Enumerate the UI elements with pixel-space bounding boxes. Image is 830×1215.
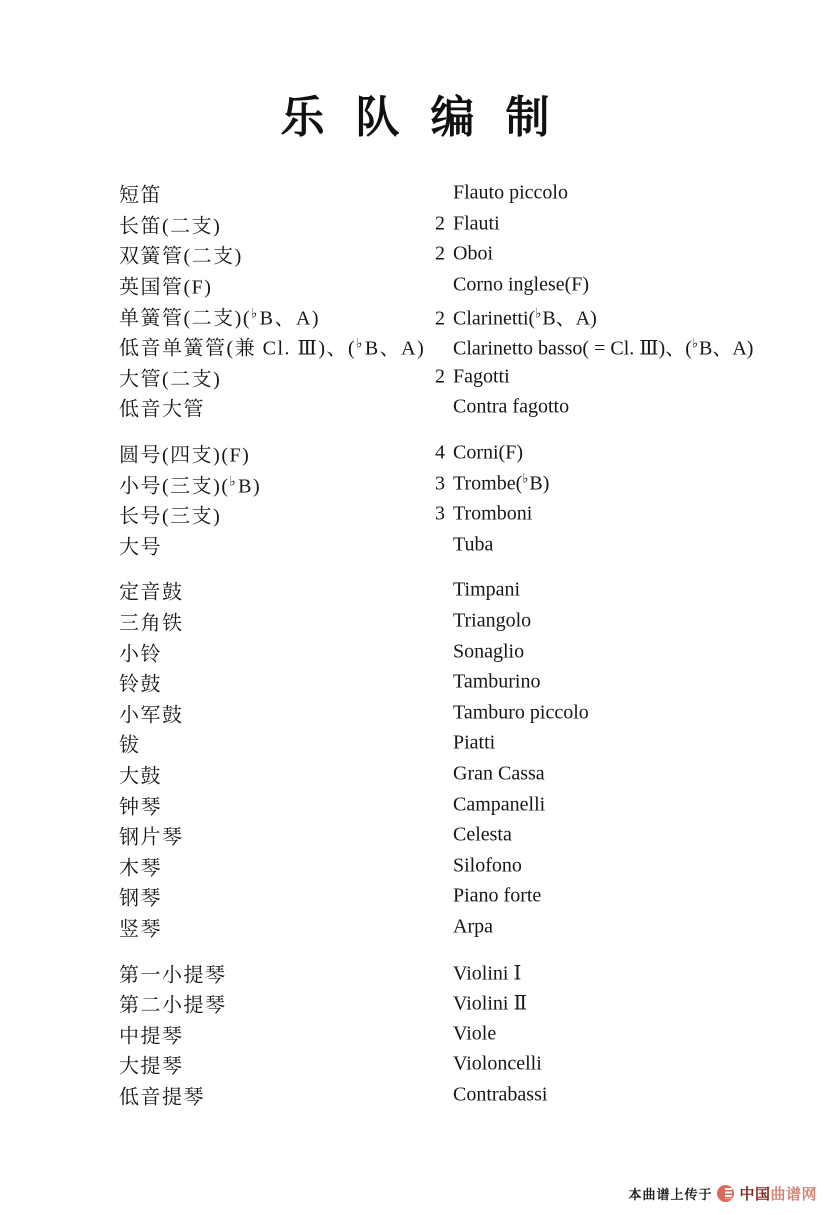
instrument-name-chinese: 双簧管(二支) — [119, 245, 243, 268]
instrument-name-text: Arpa — [453, 915, 493, 938]
instrument-name-text: Timpani — [453, 578, 521, 601]
instrument-name-text: Trombe(♭B) — [453, 470, 550, 495]
page-title: 乐 队 编 制 — [280, 93, 560, 142]
instrument-row — [0, 468, 830, 499]
instrument-row — [0, 362, 830, 393]
instrument-name-text: Fagotti — [453, 365, 510, 388]
flat-sign: ♭ — [356, 335, 364, 351]
instrument-row — [0, 636, 830, 667]
instrument-row — [0, 988, 830, 1019]
instrument-name-chinese: 大鼓 — [119, 765, 162, 788]
instrument-name-chinese: 低音大管 — [119, 398, 205, 421]
instrument-row — [0, 820, 830, 851]
instrument-name-chinese: 小号(三支)(♭B) — [119, 473, 262, 498]
instrument-name-chinese: 第一小提琴 — [119, 964, 227, 987]
instrument-name-text: Oboi — [453, 242, 493, 265]
instrument-name-western — [435, 472, 549, 495]
instrument-name-western — [435, 442, 523, 465]
section-brass — [0, 438, 830, 560]
instrument-row — [0, 667, 830, 698]
instrument-name-text: Violini Ⅰ — [453, 962, 522, 985]
instrument-row — [0, 438, 830, 469]
instrument-name-chinese: 圆号(四支)(F) — [119, 444, 251, 467]
instrument-name-text: Flauti — [453, 212, 500, 235]
instrument-name-chinese: 竖琴 — [119, 918, 162, 941]
music-site-logo-icon — [717, 1185, 734, 1202]
instrument-name-western — [435, 960, 521, 985]
instrument-name-chinese: 大管(二支) — [119, 368, 222, 391]
instrument-name-western — [435, 762, 545, 785]
instrument-row — [0, 239, 830, 270]
flat-sign: ♭ — [229, 473, 238, 489]
instrument-name-chinese: 大号 — [119, 536, 162, 559]
instrument-row — [0, 759, 830, 790]
instrument-name-text: Piatti — [453, 731, 496, 754]
instrument-name-text: Sonaglio — [453, 640, 525, 663]
instrument-row — [0, 575, 830, 606]
instrument-name-chinese: 木琴 — [119, 857, 162, 880]
instrument-name-text: Corno inglese(F) — [453, 273, 590, 296]
instrument-name-text: Clarinetto basso( = Cl. Ⅲ)、(♭B、A) — [453, 335, 754, 360]
instrument-row — [0, 499, 830, 530]
instrument-name-text: Flauto piccolo — [453, 181, 568, 204]
instrument-name-western — [435, 1053, 542, 1076]
section-woodwinds — [0, 178, 830, 423]
instrument-row — [0, 698, 830, 729]
instrument-name-western — [435, 182, 568, 205]
instrument-count: 3 — [435, 472, 445, 495]
instrument-row — [0, 270, 830, 301]
instrument-name-chinese: 第二小提琴 — [119, 994, 227, 1017]
instrument-name-text: Violini Ⅱ — [453, 992, 528, 1015]
instrument-name-western — [435, 671, 540, 694]
flat-sign: ♭ — [691, 335, 699, 351]
instrument-name-text: Tuba — [453, 533, 494, 556]
flat-sign: ♭ — [250, 305, 259, 321]
instrument-name-text: Silofono — [453, 854, 522, 877]
instrument-name-western — [435, 824, 512, 847]
instrument-name-chinese: 长号(三支) — [119, 505, 222, 528]
instrument-name-western — [435, 854, 522, 877]
instrument-name-chinese: 钹 — [119, 734, 141, 757]
instrument-name-chinese: 钢琴 — [119, 887, 162, 910]
instrument-name-text: Tamburino — [453, 670, 541, 693]
instrument-row — [0, 881, 830, 912]
instrument-name-western — [435, 1022, 496, 1045]
instrument-row — [0, 728, 830, 759]
instrument-count: 2 — [435, 307, 445, 330]
instrument-row — [0, 331, 830, 362]
instrument-count: 4 — [435, 441, 445, 464]
instrument-name-western — [435, 1083, 547, 1106]
instrument-name-western — [435, 915, 493, 938]
instrument-name-western — [435, 885, 541, 908]
instrument-name-text: Violoncelli — [453, 1052, 542, 1075]
instrument-name-chinese: 英国管(F) — [119, 276, 213, 299]
instrument-name-text: Viole — [453, 1022, 497, 1045]
instrument-name-text: Piano forte — [453, 884, 542, 907]
instrument-name-western — [435, 301, 597, 330]
instrument-name-chinese: 三角铁 — [119, 612, 184, 635]
instrument-row — [0, 606, 830, 637]
instrument-list — [0, 178, 830, 1110]
instrument-name-text: Contra fagotto — [453, 395, 570, 418]
site-name-secondary: 曲谱网 — [770, 1186, 817, 1203]
instrument-row — [0, 789, 830, 820]
instrument-name-chinese: 短笛 — [119, 184, 162, 207]
instrument-name-text: Tamburo piccolo — [453, 701, 589, 724]
instrument-row — [0, 530, 830, 561]
instrument-name-text: Clarinetti(♭B、A) — [453, 305, 597, 330]
instrument-name-western — [435, 243, 493, 266]
instrument-name-western — [435, 533, 493, 556]
instrument-name-western — [435, 732, 495, 755]
instrument-name-western — [435, 212, 500, 235]
instrument-row — [0, 392, 830, 423]
flat-sign: ♭ — [522, 470, 529, 486]
instrument-name-chinese: 中提琴 — [119, 1025, 184, 1048]
instrument-name-text: Campanelli — [453, 793, 546, 816]
instrument-name-western — [435, 701, 589, 724]
instrument-name-chinese: 铃鼓 — [119, 673, 162, 696]
instrument-name-western — [435, 579, 520, 602]
instrument-count: 2 — [435, 212, 445, 235]
watermark-upload-text: 本曲谱上传于 — [628, 1187, 713, 1202]
instrument-row — [0, 178, 830, 209]
site-name-primary: 中国 — [739, 1186, 771, 1203]
instrument-name-chinese: 长笛(二支) — [119, 215, 222, 238]
instrument-name-chinese: 小铃 — [119, 643, 162, 666]
instrument-row — [0, 209, 830, 240]
instrument-name-text: Tromboni — [453, 502, 533, 525]
instrument-name-western — [435, 610, 531, 633]
instrument-name-chinese: 定音鼓 — [119, 581, 184, 604]
instrument-name-western — [435, 274, 589, 297]
instrument-name-text: Gran Cassa — [453, 762, 545, 785]
site-name — [739, 1183, 817, 1204]
instrument-name-text: Contrabassi — [453, 1083, 548, 1106]
instrument-name-text: Triangolo — [453, 609, 532, 632]
section-percussion-and-keyboard — [0, 575, 830, 942]
instrument-row — [0, 1018, 830, 1049]
instrument-name-western — [435, 640, 524, 663]
instrument-name-western — [435, 793, 545, 816]
instrument-name-chinese: 钟琴 — [119, 796, 162, 819]
instrument-row — [0, 1049, 830, 1080]
flat-sign: ♭ — [535, 305, 542, 321]
instrument-row — [0, 912, 830, 943]
instrument-row — [0, 1080, 830, 1111]
watermark — [628, 1183, 817, 1204]
instrument-name-western — [435, 365, 510, 388]
instrument-name-text: Corni(F) — [453, 441, 523, 464]
instrument-name-western — [435, 503, 532, 526]
instrument-count: 2 — [435, 242, 445, 265]
instrument-name-text: Celesta — [453, 823, 512, 846]
instrument-name-chinese: 单簧管(二支)(♭B、A) — [119, 305, 321, 330]
section-strings — [0, 957, 830, 1110]
instrument-count: 2 — [435, 365, 445, 388]
instrument-name-chinese: 低音单簧管(兼 Cl. Ⅲ)、(♭B、A) — [119, 335, 426, 360]
instrument-name-western — [435, 332, 753, 361]
instrument-name-chinese: 低音提琴 — [119, 1086, 205, 1109]
instrument-name-chinese: 大提琴 — [119, 1055, 184, 1078]
instrument-row — [0, 300, 830, 331]
instrument-count: 3 — [435, 502, 445, 525]
instrument-name-chinese: 钢片琴 — [119, 826, 184, 849]
instrument-name-western — [435, 396, 569, 419]
instrument-name-chinese: 小军鼓 — [119, 704, 184, 727]
instrument-name-western — [435, 991, 527, 1016]
instrument-row — [0, 957, 830, 988]
instrument-row — [0, 850, 830, 881]
